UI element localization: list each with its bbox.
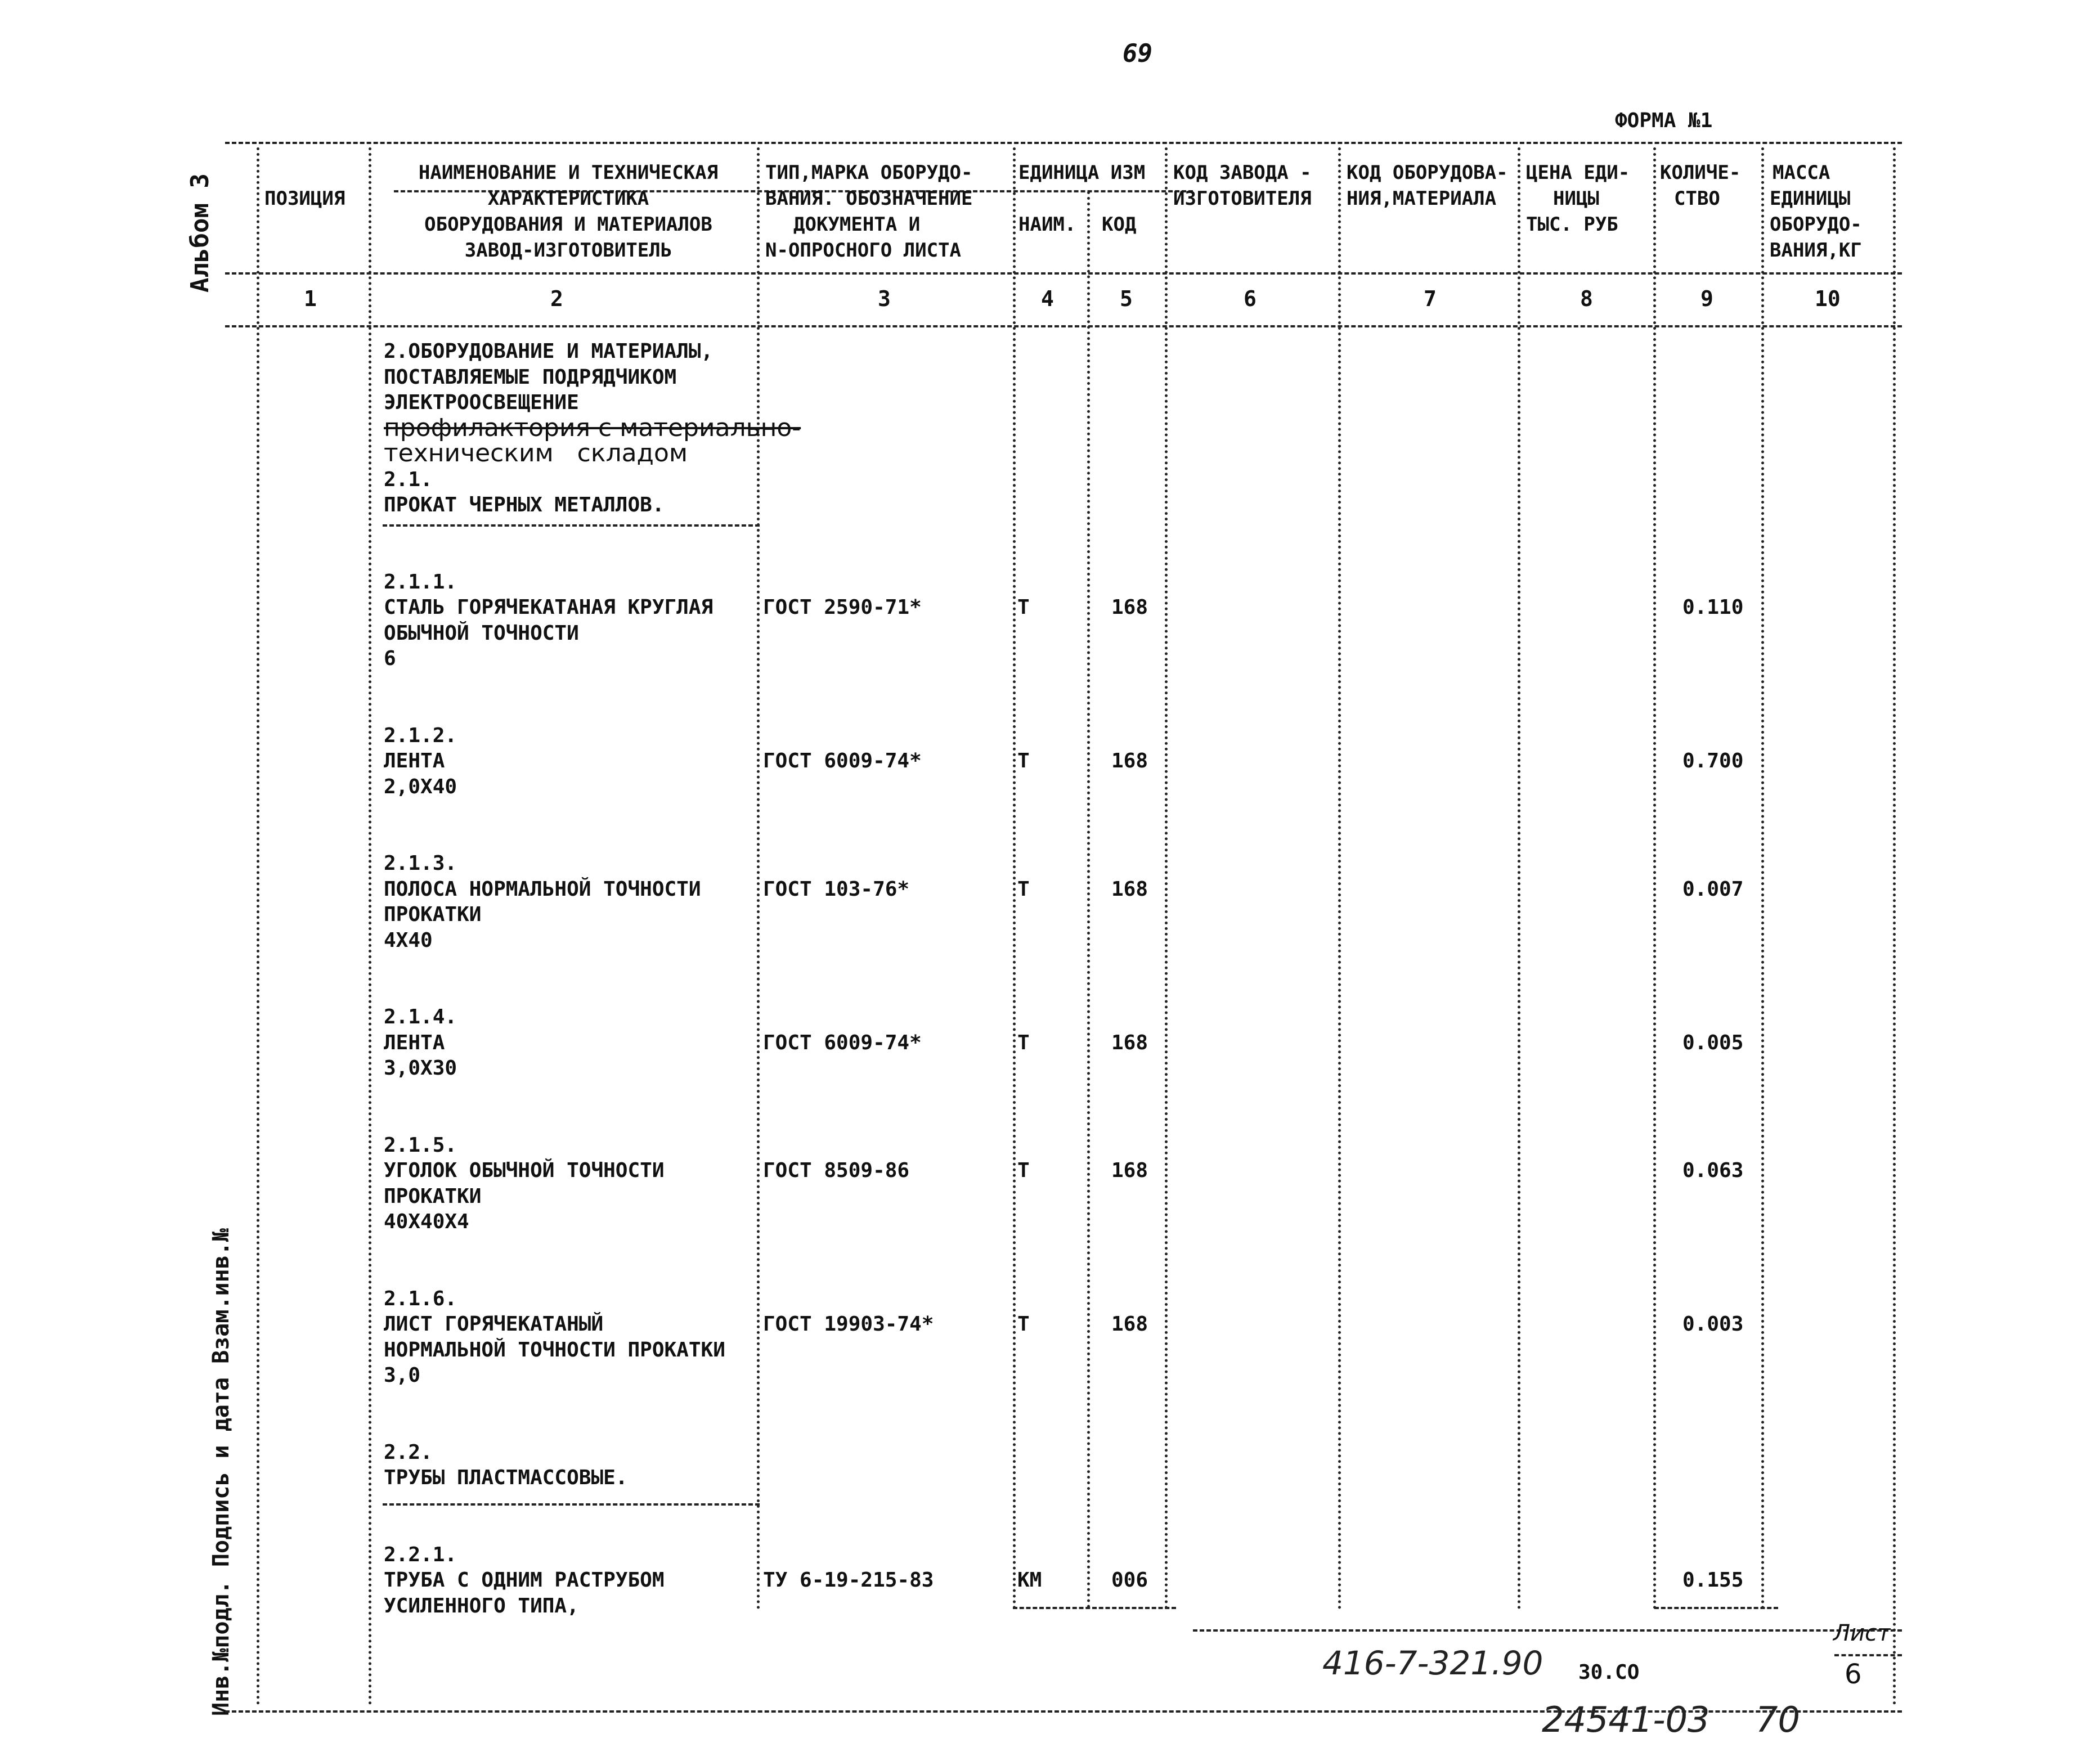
- cell-description: ОБЫЧНОЙ ТОЧНОСТИ: [384, 621, 579, 645]
- rule-units-end: [1013, 1607, 1176, 1609]
- cell-unit-code: 168: [1111, 596, 1148, 619]
- cell-doc-ref: ГОСТ 8509-86: [763, 1159, 910, 1182]
- cell-description: 2.1.: [384, 468, 433, 491]
- header-col6-line2: ИЗГОТОВИТЕЛЯ: [1173, 187, 1312, 210]
- header-col10-line4: ВАНИЯ,КГ: [1770, 239, 1862, 262]
- colnum-7: 7: [1424, 286, 1437, 311]
- cell-unit-code: 006: [1111, 1569, 1148, 1592]
- stamp-side-label: Инв.№подл. Подпись и дата Взам.инв.№: [208, 1228, 234, 1716]
- page-number: 69: [1123, 39, 1152, 68]
- cell-unit-code: 168: [1111, 1313, 1148, 1336]
- cell-description: ПРОКАТКИ: [384, 903, 482, 926]
- header-col9-line1: КОЛИЧЕ-: [1660, 161, 1741, 184]
- header-col3-line3: ДОКУМЕНТА И: [793, 213, 921, 236]
- cell-doc-ref: ГОСТ 103-76*: [763, 877, 910, 901]
- cell-quantity: 0.063: [1682, 1159, 1744, 1182]
- col-sep-8: [1653, 147, 1656, 1610]
- cell-description: 2.1.1.: [384, 570, 457, 594]
- form-label: ФОРМА №1: [1615, 109, 1713, 132]
- cell-description: ЛЕНТА: [384, 749, 445, 772]
- cell-description: 2.1.4.: [384, 1005, 457, 1028]
- cell-description: 4Х40: [384, 928, 433, 952]
- footer-handwritten-page: 70: [1756, 1699, 1800, 1740]
- header-col8-line2: НИЦЫ: [1553, 187, 1599, 210]
- header-col10-line1: МАССА: [1773, 161, 1830, 184]
- header-col2-line1: НАИМЕНОВАНИЕ И ТЕХНИЧЕСКАЯ: [418, 161, 719, 184]
- rule-header-bottom: [225, 272, 1902, 275]
- col-sep-5: [1165, 147, 1168, 1610]
- colnum-10: 10: [1815, 286, 1841, 311]
- cell-unit-name: Т: [1017, 749, 1030, 772]
- cell-description: ПОЛОСА НОРМАЛЬНОЙ ТОЧНОСТИ: [384, 877, 701, 901]
- colnum-8: 8: [1580, 286, 1593, 311]
- header-col9-line2: СТВО: [1674, 187, 1720, 210]
- col-sep-6: [1338, 147, 1341, 1610]
- rule-section2-underline: [383, 1503, 760, 1506]
- header-col3-line1: ТИП,МАРКА ОБОРУДО-: [765, 161, 973, 184]
- header-col6-line1: КОД ЗАВОДА -: [1173, 161, 1312, 184]
- cell-unit-name: Т: [1017, 1313, 1030, 1336]
- cell-doc-ref: ГОСТ 6009-74*: [763, 749, 922, 772]
- cell-doc-ref: ГОСТ 19903-74*: [763, 1313, 934, 1336]
- cell-description: 2.1.3.: [384, 852, 457, 875]
- cell-description: техническим складом: [384, 439, 688, 468]
- rule-sheet-box: [1834, 1654, 1902, 1656]
- cell-unit-code: 168: [1111, 1159, 1148, 1182]
- cell-description: ПОСТАВЛЯЕМЫЕ ПОДРЯДЧИКОМ: [384, 365, 677, 389]
- cell-doc-ref: ТУ 6-19-215-83: [763, 1569, 934, 1592]
- cell-quantity: 0.110: [1682, 596, 1744, 619]
- header-col10-line3: ОБОРУДО-: [1770, 213, 1862, 236]
- cell-quantity: 0.003: [1682, 1313, 1744, 1336]
- rule-stamp-top: [1193, 1629, 1902, 1632]
- header-col2-line3: ОБОРУДОВАНИЯ И МАТЕРИАЛОВ: [424, 213, 712, 236]
- cell-description: УГОЛОК ОБЫЧНОЙ ТОЧНОСТИ: [384, 1159, 665, 1182]
- cell-description: ТРУБА С ОДНИМ РАСТРУБОМ: [384, 1569, 665, 1592]
- header-col4: НАИМ.: [1018, 213, 1076, 236]
- cell-unit-name: Т: [1017, 596, 1030, 619]
- header-col3-line2: ВАНИЯ. ОБОЗНАЧЕНИЕ: [765, 187, 973, 210]
- cell-doc-ref: ГОСТ 6009-74*: [763, 1031, 922, 1054]
- cell-unit-code: 168: [1111, 1031, 1148, 1054]
- cell-quantity: 0.007: [1682, 877, 1744, 901]
- rule-top: [225, 142, 1902, 144]
- header-units: ЕДИНИЦА ИЗМ: [1018, 161, 1146, 184]
- cell-description: ЛЕНТА: [384, 1031, 445, 1054]
- cell-description: 3,0Х30: [384, 1057, 457, 1080]
- col-sep-7: [1518, 147, 1520, 1610]
- stamp-code: 416-7-321.90: [1322, 1644, 1543, 1682]
- cell-quantity: 0.700: [1682, 749, 1744, 772]
- cell-description: профилактория с материально-: [384, 413, 801, 442]
- colnum-2: 2: [550, 286, 563, 311]
- cell-description: 2.2.: [384, 1440, 433, 1464]
- header-col8-line3: ТЫС. РУБ: [1526, 213, 1618, 236]
- cell-description: ТРУБЫ ПЛАСТМАССОВЫЕ.: [384, 1466, 628, 1489]
- col-sep-9: [1761, 147, 1764, 1610]
- header-col10-line2: ЕДИНИЦЫ: [1770, 187, 1851, 210]
- col-sep-2: [757, 147, 760, 1610]
- cell-unit-name: Т: [1017, 877, 1030, 901]
- header-col7-line1: КОД ОБОРУДОВА-: [1347, 161, 1508, 184]
- cell-description: УСИЛЕННОГО ТИПА,: [384, 1594, 579, 1618]
- col-sep-4: [1087, 191, 1090, 1609]
- cell-unit-name: Т: [1017, 1031, 1030, 1054]
- cell-description: ЭЛЕКТРООСВЕЩЕНИЕ: [384, 391, 579, 414]
- cell-description: 2,0Х40: [384, 775, 457, 798]
- cell-unit-name: Т: [1017, 1159, 1030, 1182]
- cell-description: 3,0: [384, 1364, 421, 1387]
- cell-doc-ref: ГОСТ 2590-71*: [763, 596, 922, 619]
- col-sep-10: [1893, 147, 1896, 1706]
- col-sep-1: [369, 147, 371, 1706]
- cell-description: 2.1.2.: [384, 724, 457, 747]
- footer-handwritten-number: 24541-03: [1542, 1699, 1710, 1740]
- header-col7-line2: НИЯ,МАТЕРИАЛА: [1347, 187, 1497, 210]
- stamp-suffix: 30.СО: [1578, 1661, 1640, 1684]
- cell-unit-name: КМ: [1017, 1569, 1042, 1592]
- rule-colnums-bottom: [225, 325, 1902, 327]
- cell-description: ЛИСТ ГОРЯЧЕКАТАНЫЙ: [384, 1313, 604, 1336]
- header-col2-line2: ХАРАКТЕРИСТИКА: [487, 187, 649, 210]
- colnum-5: 5: [1120, 286, 1133, 311]
- colnum-9: 9: [1700, 286, 1713, 311]
- cell-description: 2.1.6.: [384, 1287, 457, 1310]
- cell-description: ПРОКАТ ЧЕРНЫХ МЕТАЛЛОВ.: [384, 493, 665, 516]
- colnum-3: 3: [878, 286, 891, 311]
- cell-unit-code: 168: [1111, 749, 1148, 772]
- colnum-1: 1: [304, 286, 317, 311]
- rule-qty-end: [1654, 1607, 1778, 1609]
- stamp-sheet-number: 6: [1845, 1659, 1862, 1690]
- header-col5: КОД: [1102, 213, 1137, 236]
- col-sep-3: [1013, 147, 1016, 1610]
- cell-description: 2.ОБОРУДОВАНИЕ И МАТЕРИАЛЫ,: [384, 340, 714, 363]
- colnum-6: 6: [1244, 286, 1257, 311]
- colnum-4: 4: [1041, 286, 1054, 311]
- cell-quantity: 0.155: [1682, 1569, 1744, 1592]
- rule-section-underline: [383, 524, 760, 527]
- cell-description: СТАЛЬ ГОРЯЧЕКАТАНАЯ КРУГЛАЯ: [384, 596, 714, 619]
- cell-description: ПРОКАТКИ: [384, 1184, 482, 1208]
- cell-description: 40Х40Х4: [384, 1210, 469, 1233]
- cell-description: 2.2.1.: [384, 1543, 457, 1566]
- album-side-label: Альбом 3: [186, 173, 214, 293]
- header-col8-line1: ЦЕНА ЕДИ-: [1526, 161, 1630, 184]
- cell-unit-code: 168: [1111, 877, 1148, 901]
- cell-description: 2.1.5.: [384, 1133, 457, 1157]
- header-col2-line4: ЗАВОД-ИЗГОТОВИТЕЛЬ: [464, 239, 672, 262]
- cell-description: 6: [384, 647, 396, 670]
- cell-quantity: 0.005: [1682, 1031, 1744, 1054]
- cell-description: НОРМАЛЬНОЙ ТОЧНОСТИ ПРОКАТКИ: [384, 1338, 725, 1362]
- col-sep-0: [257, 147, 259, 1706]
- header-col3-line4: N-ОПРОСНОГО ЛИСТА: [765, 239, 961, 262]
- stamp-sheet-label: Лист: [1833, 1620, 1891, 1646]
- header-col1: ПОЗИЦИЯ: [264, 187, 345, 210]
